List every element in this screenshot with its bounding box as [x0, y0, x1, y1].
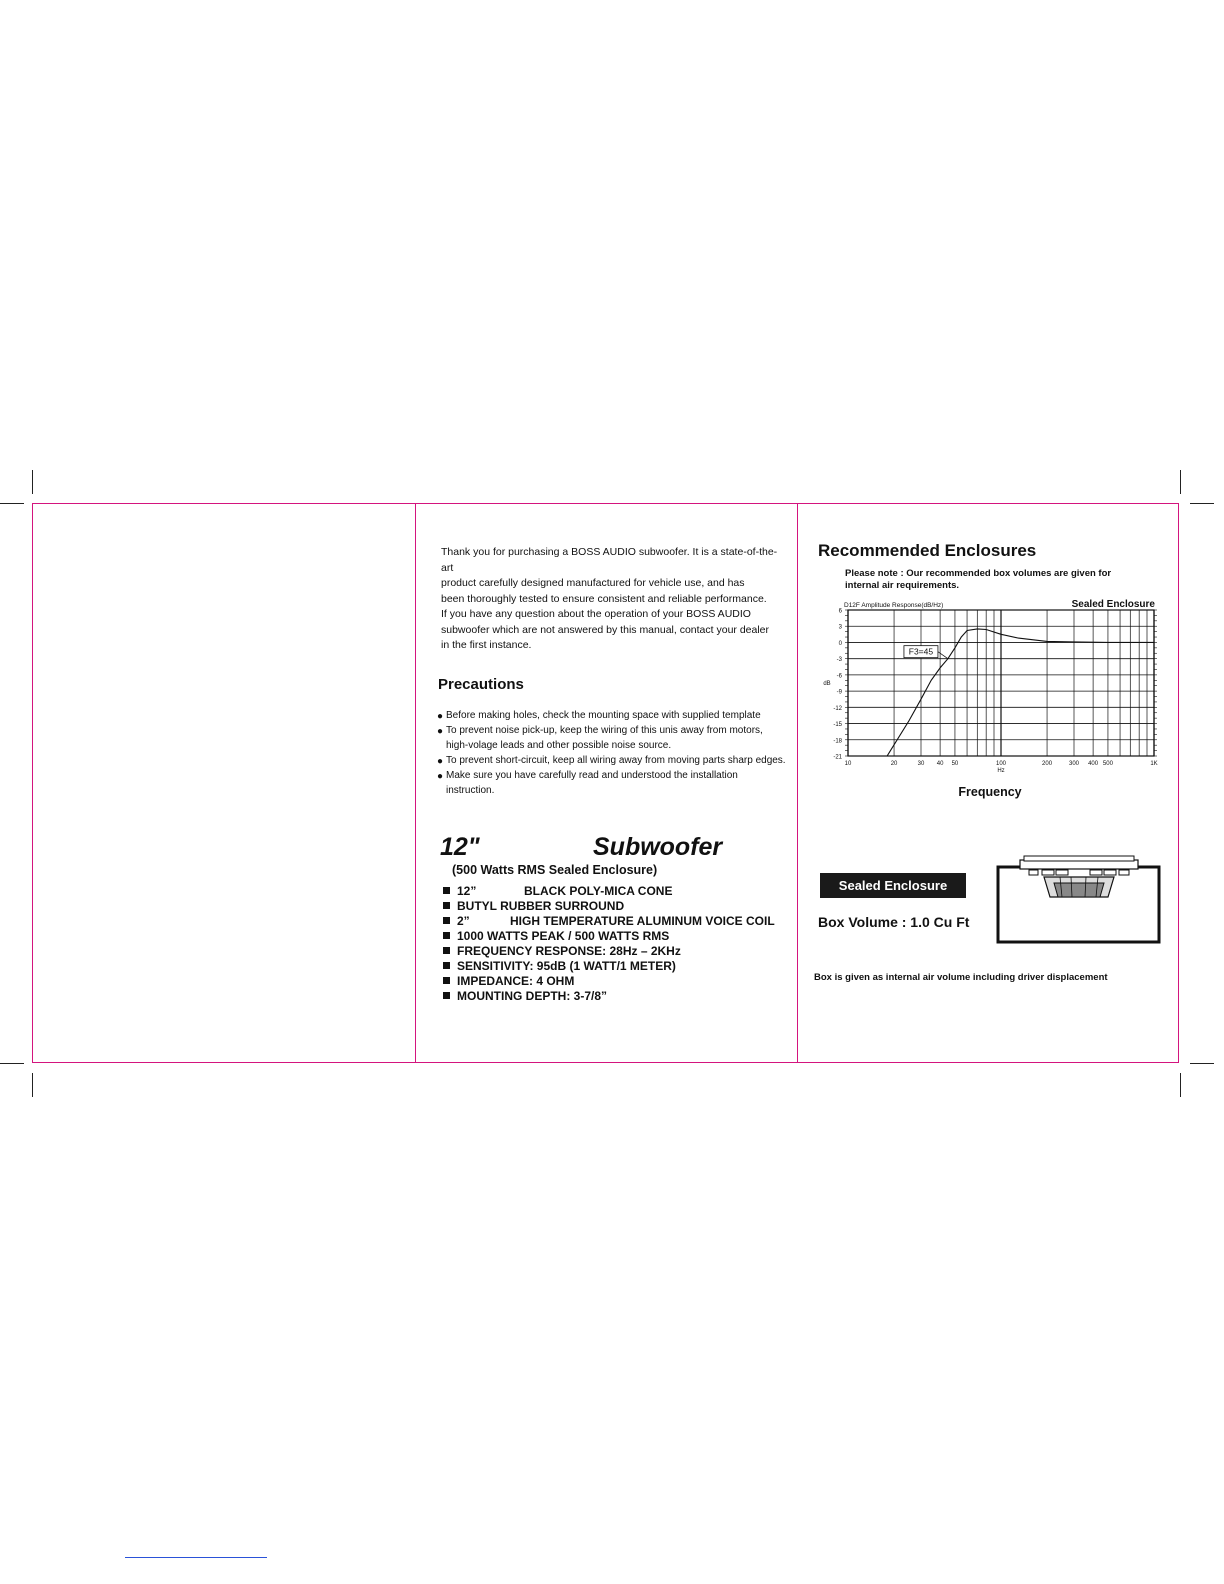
terminal: [1056, 870, 1068, 875]
intro-line: product carefully designed manufactured for vehicle use, and has: [441, 577, 745, 589]
crop-mark: [1190, 1063, 1214, 1064]
enclosure-diagram: [996, 855, 1162, 945]
product-subtitle: (500 Watts RMS Sealed Enclosure): [452, 863, 658, 877]
panel-divider: [415, 503, 416, 1063]
product-size: 12": [440, 833, 480, 861]
square-bullet-icon: [443, 992, 450, 999]
x-tick-label: 200: [1042, 761, 1053, 767]
list-item: ● Before making holes, check the mounting space with supplied template: [437, 710, 761, 722]
crop-mark: [1180, 470, 1181, 494]
terminal: [1042, 870, 1054, 875]
terminal: [1090, 870, 1102, 875]
precautions-list: [437, 708, 787, 798]
chart-caption: Frequency: [958, 785, 1022, 799]
terminal: [1119, 870, 1129, 875]
x-tick-label: 400: [1088, 761, 1099, 767]
spec-list: [443, 884, 793, 1004]
x-tick-label: 10: [844, 761, 852, 767]
panel-divider: [797, 503, 798, 1063]
bullet-icon: ●: [437, 711, 444, 722]
list-item: 2” HIGH TEMPERATURE ALUMINUM VOICE COIL: [443, 914, 793, 929]
box-volume: Box Volume : 1.0 Cu Ft: [818, 914, 970, 930]
bullet-icon: ●: [437, 771, 444, 782]
frequency-response-chart: [810, 596, 1170, 806]
x-tick-label: 500: [1102, 761, 1113, 767]
note-line: internal air requirements.: [845, 580, 960, 591]
crop-mark: [1190, 503, 1214, 504]
intro-line: subwoofer which are not answered by this manual, contact your dealer: [441, 623, 770, 636]
y-tick-label: -3: [836, 657, 842, 664]
sealed-enclosure-badge: Sealed Enclosure: [820, 873, 966, 898]
square-bullet-icon: [443, 977, 450, 984]
x-tick-label: 300: [1068, 761, 1080, 767]
crop-mark: [1180, 1073, 1181, 1097]
product-name: Subwoofer: [593, 833, 723, 861]
square-bullet-icon: [443, 962, 450, 969]
crop-mark: [32, 470, 33, 494]
bullet-icon: ●: [437, 726, 444, 737]
list-item: high-volage leads and other possible noise source.: [446, 740, 672, 751]
x-tick-label: 50: [951, 761, 959, 767]
y-tick-label: -6: [836, 673, 842, 680]
list-item: BUTYL RUBBER SURROUND: [443, 899, 793, 914]
x-tick-label: 30: [917, 761, 925, 767]
y-tick-label: 6: [838, 608, 842, 615]
list-item: MOUNTING DEPTH: 3-7/8”: [443, 989, 793, 1004]
square-bullet-icon: [443, 917, 450, 924]
precautions-heading: Precautions: [438, 676, 524, 693]
crop-mark: [0, 1063, 24, 1064]
square-bullet-icon: [443, 902, 450, 909]
terminal: [1029, 870, 1038, 875]
intro-line: If you have any question about the operation of your BOSS AUDIO: [441, 608, 751, 620]
square-bullet-icon: [443, 887, 450, 894]
y-tick-label: -15: [833, 722, 842, 729]
list-item: IMPEDANCE: 4 OHM: [443, 974, 793, 989]
annotation-leader: [938, 652, 948, 659]
square-bullet-icon: [443, 932, 450, 939]
enclosures-heading: Recommended Enclosures: [818, 541, 1037, 560]
list-item: ● Make sure you have carefully read and understood the installation instruction.: [437, 770, 738, 796]
square-bullet-icon: [443, 947, 450, 954]
annotation-label: F3=45: [908, 646, 934, 657]
intro-line: in the first instance.: [441, 639, 532, 651]
list-item: SENSITIVITY: 95dB (1 WATT/1 METER): [443, 959, 793, 974]
terminal: [1104, 870, 1116, 875]
chart-corner-label: Sealed Enclosure: [1071, 599, 1155, 610]
list-item: FREQUENCY RESPONSE: 28Hz – 2KHz: [443, 944, 793, 959]
crop-mark: [0, 503, 24, 504]
enclosure-footnote: Box is given as internal air volume including driver displacement: [814, 972, 1108, 983]
y-axis-label: dB: [823, 681, 831, 687]
list-item: 12” BLACK POLY-MICA CONE: [443, 884, 793, 899]
intro-text: [441, 545, 781, 654]
x-tick-label: 40: [936, 761, 944, 767]
y-tick-label: -21: [833, 754, 842, 761]
x-tick-label: 100: [995, 761, 1007, 767]
chart-title: D12F Amplitude Response(dB/Hz): [844, 602, 944, 609]
x-tick-label: 1K: [1150, 761, 1158, 767]
list-item: ● To prevent noise pick-up, keep the wiring of this unis away from motors,: [437, 725, 763, 737]
x-tick-label: 20: [890, 761, 898, 767]
y-tick-label: -9: [836, 689, 842, 696]
y-tick-label: -18: [833, 738, 842, 745]
list-item: 1000 WATTS PEAK / 500 WATTS RMS: [443, 929, 793, 944]
footer-rule: [125, 1557, 267, 1558]
y-tick-label: -12: [833, 705, 842, 712]
y-tick-label: 3: [838, 624, 842, 631]
y-tick-label: 0: [838, 640, 842, 647]
crop-mark: [32, 1073, 33, 1097]
intro-line: Thank you for purchasing a BOSS AUDIO subwoofer. It is a state-of-the-art: [441, 546, 778, 574]
intro-line: been thoroughly tested to ensure consistent and reliable performance.: [441, 592, 767, 605]
x-axis-label: Hz: [997, 768, 1005, 774]
enclosure-note: [845, 568, 1111, 592]
driver-top: [1024, 856, 1134, 861]
bullet-icon: ●: [437, 756, 444, 767]
note-line: Please note : Our recommended box volumes are given for: [845, 568, 1112, 579]
list-item: ● To prevent short-circuit, keep all wiring away from moving parts sharp edges.: [437, 755, 786, 767]
